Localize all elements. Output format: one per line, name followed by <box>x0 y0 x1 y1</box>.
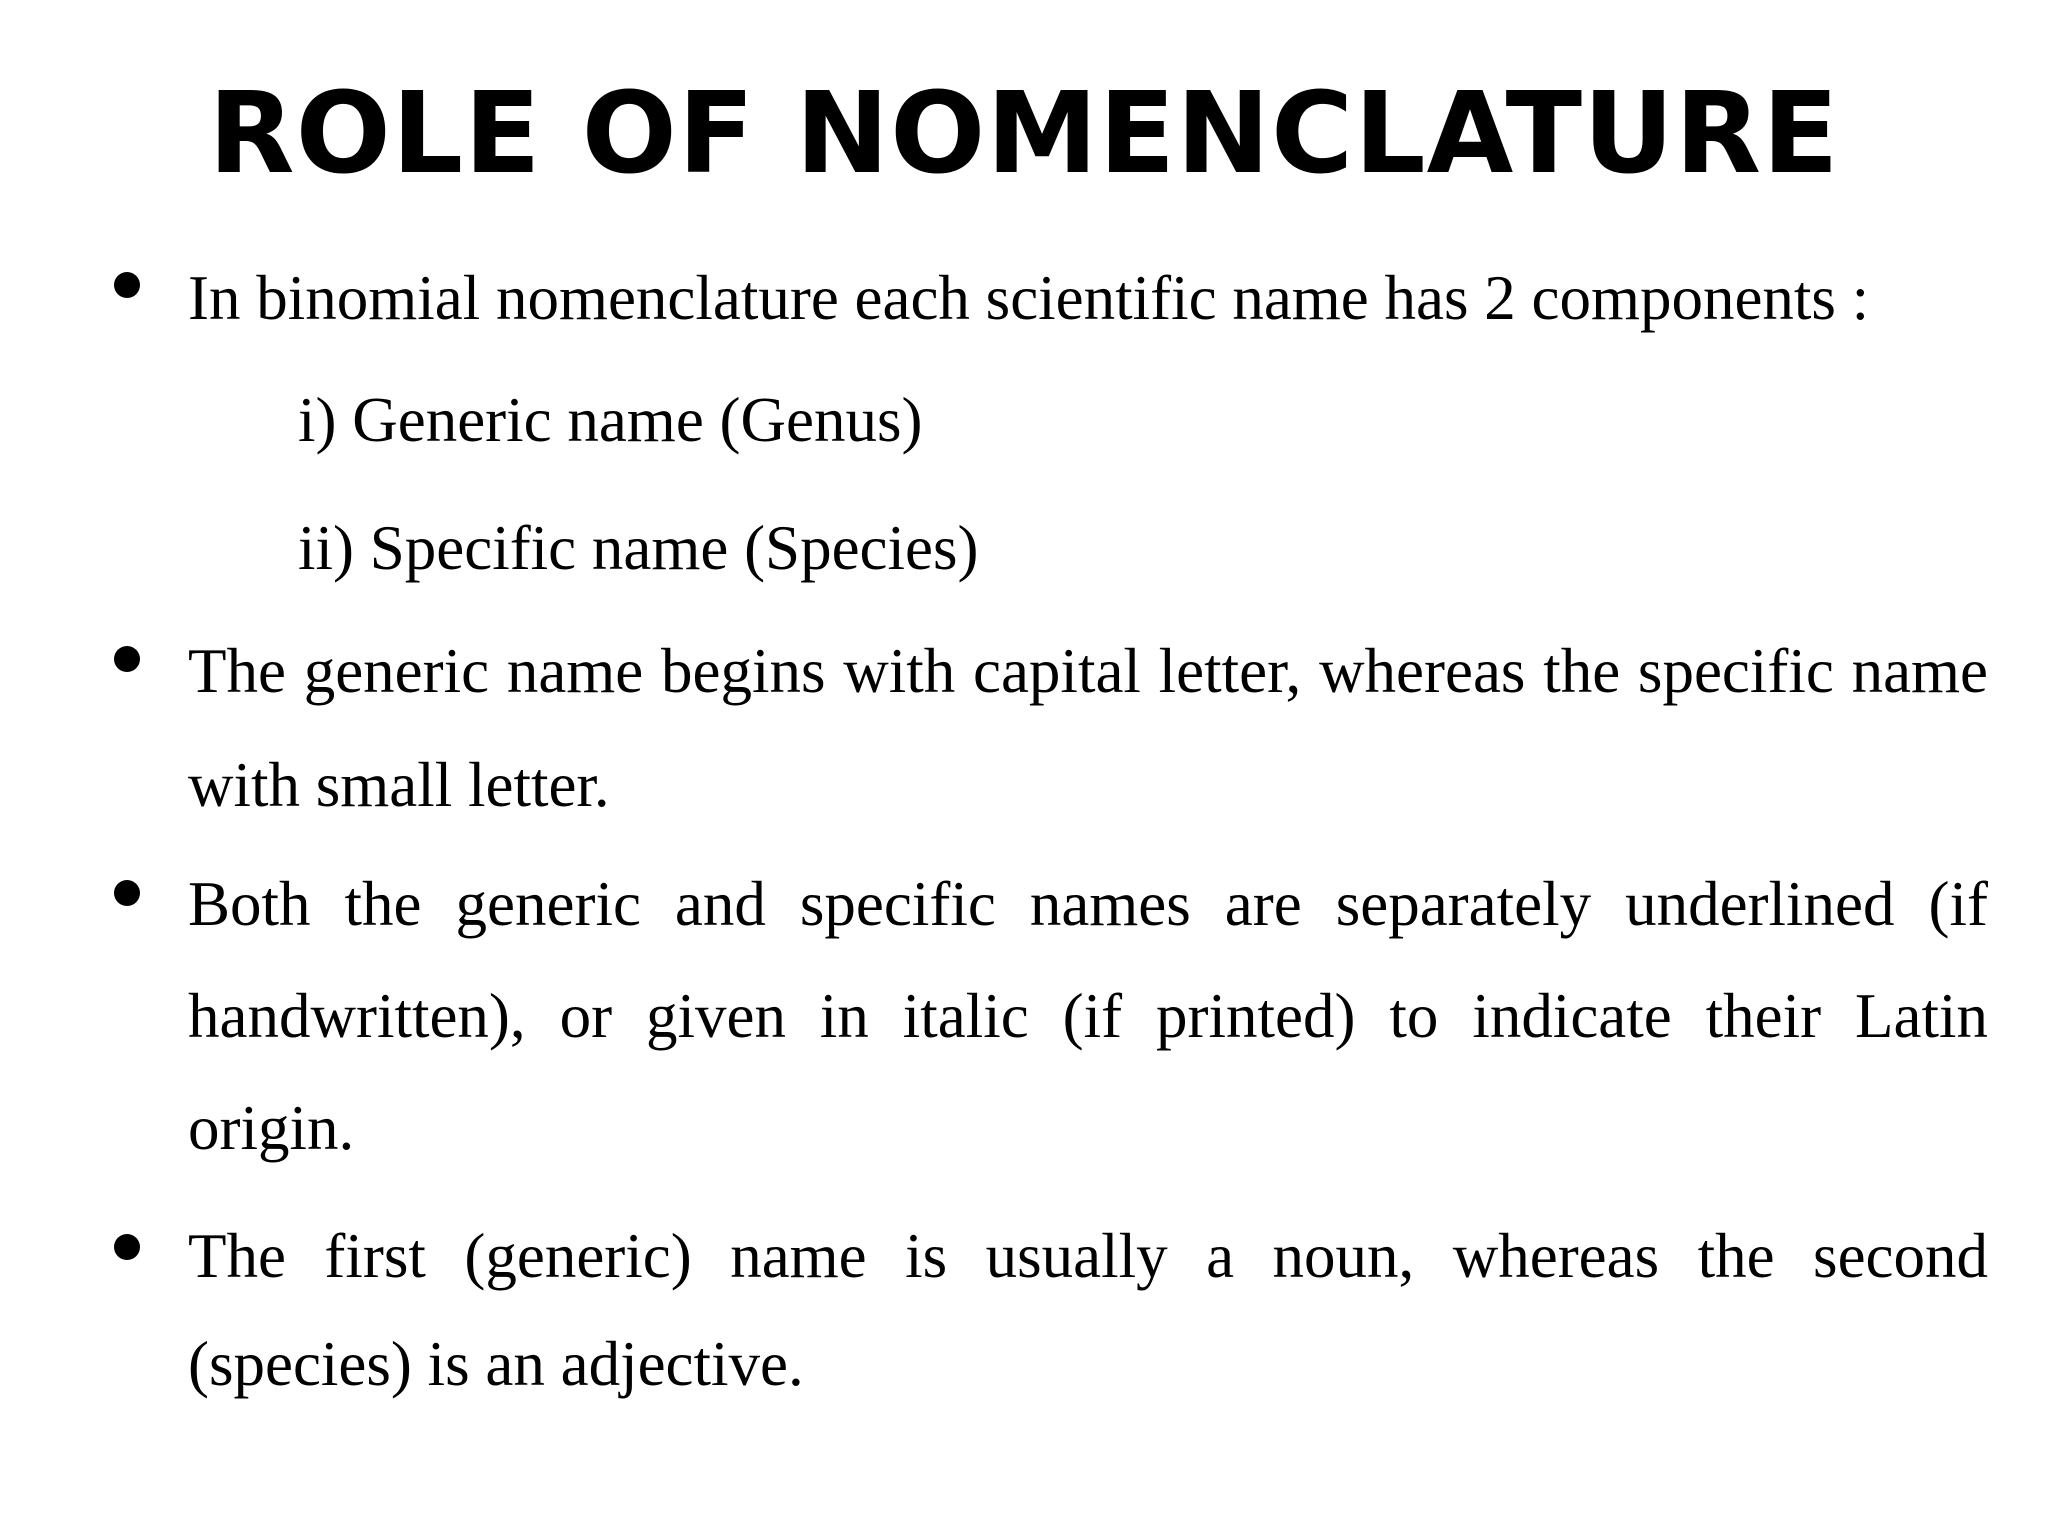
bullet-text: The generic name begins with capital letter, whereas the specific name with small letter. <box>188 636 1988 820</box>
bullet-list <box>188 240 1988 1418</box>
slide-title: ROLE OF NOMENCLATURE <box>208 69 1840 199</box>
bullet-icon <box>114 880 140 906</box>
bullet-text: The first (generic) name is usually a noun, whereas the second (species) is an adjective. <box>188 1221 1988 1399</box>
bullet-text: Both the generic and specific names are separately underlined (if handwritten), or given in italic (if printed) to indicate their Latin origin. <box>188 869 1988 1163</box>
bullet-text: In binomial nomenclature each scientific name has 2 components : <box>188 263 1870 333</box>
bullet-item <box>188 614 1988 842</box>
sub-item-genus: i) Generic name (Genus) <box>298 385 923 455</box>
bullet-item <box>188 848 1988 1184</box>
bullet-icon <box>114 646 140 672</box>
sub-list <box>188 356 1988 612</box>
bullet-item <box>188 1202 1988 1418</box>
bullet-icon <box>114 1234 140 1260</box>
bullet-icon <box>114 272 140 298</box>
bullet-item <box>188 240 1988 612</box>
sub-item-species: ii) Specific name (Species) <box>298 513 979 583</box>
